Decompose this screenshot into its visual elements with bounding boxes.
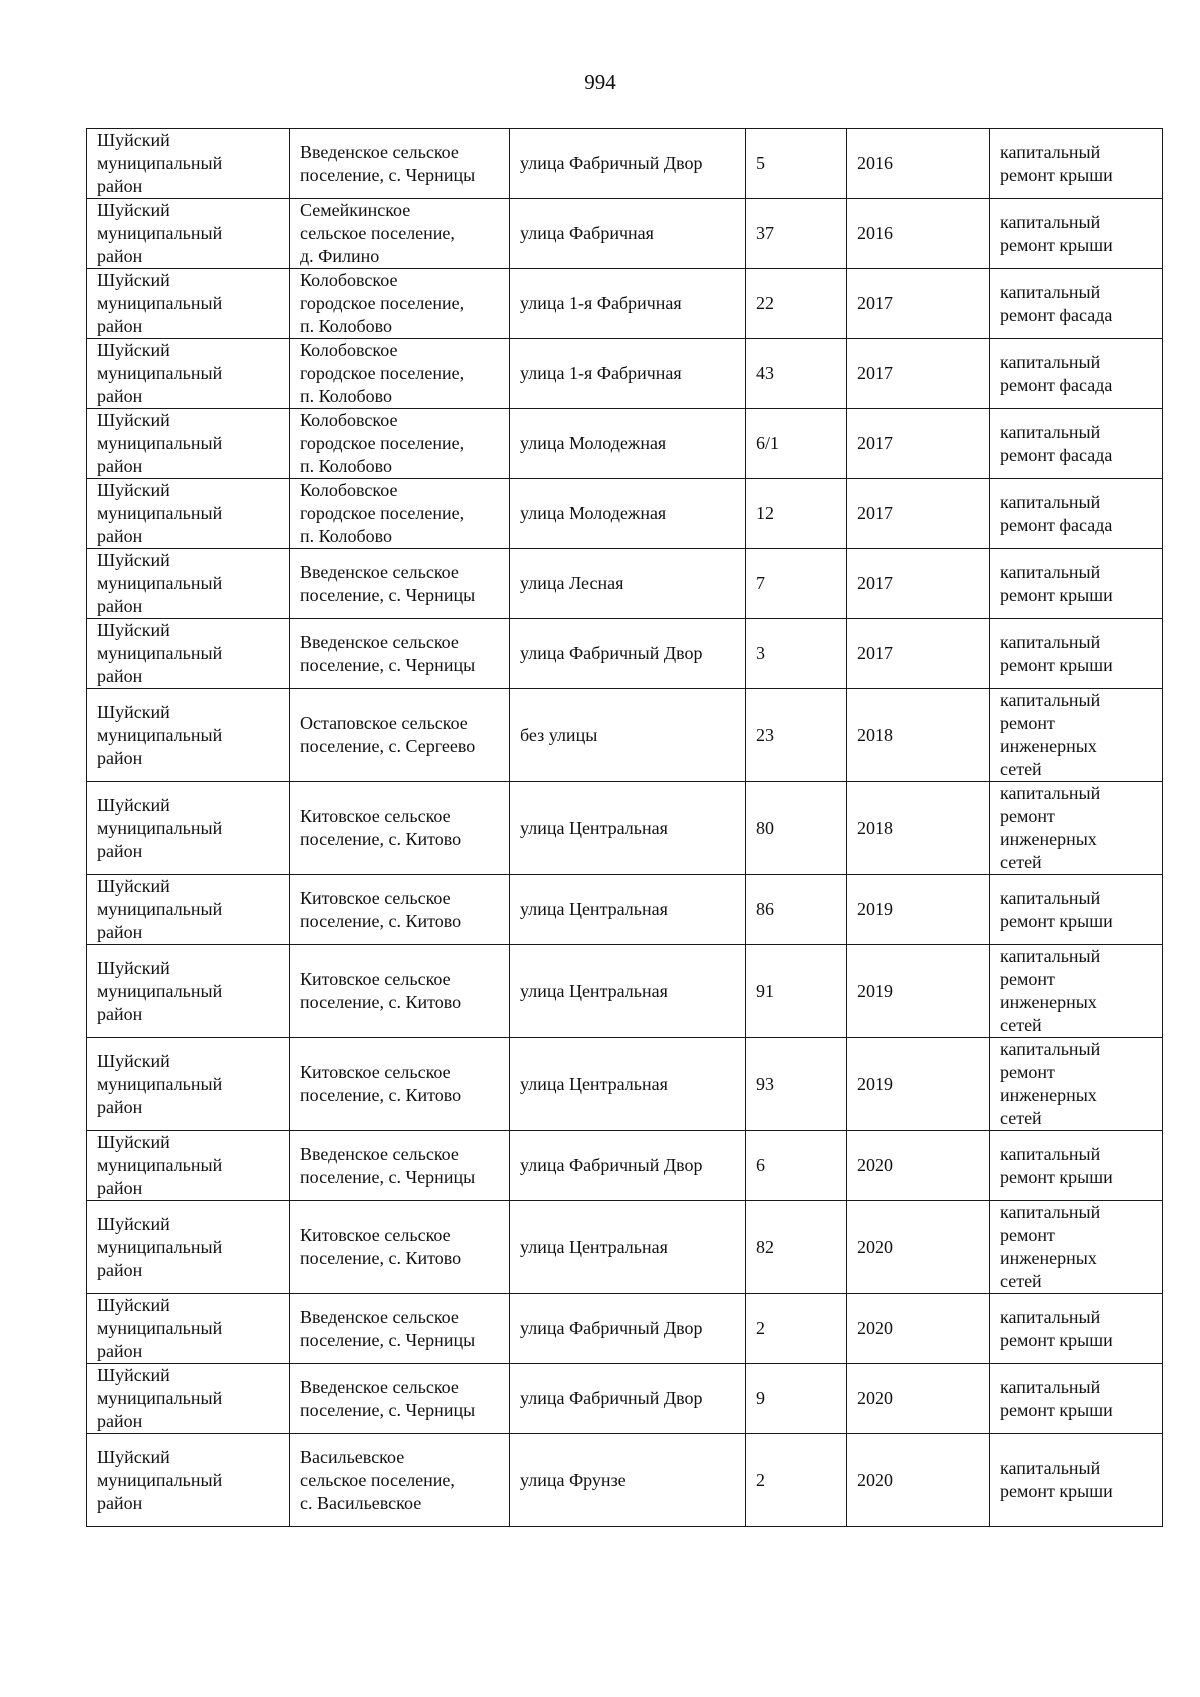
cell-repair-type: капитальный ремонт фасада xyxy=(990,339,1163,409)
cell-year: 2017 xyxy=(847,269,990,339)
cell-street: улица Центральная xyxy=(510,945,746,1038)
page-number: 994 xyxy=(584,70,616,94)
cell-house: 7 xyxy=(746,549,847,619)
table-row xyxy=(87,129,1163,199)
cell-settlement: Остаповское сельское поселение, с. Сергеево xyxy=(290,689,510,782)
cell-settlement: Введенское сельское поселение, с. Черницы xyxy=(290,1131,510,1201)
cell-year: 2017 xyxy=(847,479,990,549)
cell-settlement: Колобовское городское поселение, п. Колобово xyxy=(290,409,510,479)
cell-repair-type: капитальный ремонт крыши xyxy=(990,199,1163,269)
table-row xyxy=(87,875,1163,945)
table-row xyxy=(87,479,1163,549)
cell-settlement: Китовское сельское поселение, с. Китово xyxy=(290,875,510,945)
table-row xyxy=(87,269,1163,339)
cell-street: улица Лесная xyxy=(510,549,746,619)
cell-street: улица 1-я Фабричная xyxy=(510,269,746,339)
cell-year: 2019 xyxy=(847,945,990,1038)
cell-street: улица 1-я Фабричная xyxy=(510,339,746,409)
cell-settlement: Введенское сельское поселение, с. Черницы xyxy=(290,549,510,619)
cell-house: 22 xyxy=(746,269,847,339)
cell-house: 93 xyxy=(746,1038,847,1131)
cell-year: 2018 xyxy=(847,782,990,875)
cell-repair-type: капитальный ремонт инженерных сетей xyxy=(990,945,1163,1038)
cell-district: Шуйский муниципальный район xyxy=(87,1434,290,1527)
cell-district: Шуйский муниципальный район xyxy=(87,1131,290,1201)
table-row xyxy=(87,945,1163,1038)
cell-repair-type: капитальный ремонт крыши xyxy=(990,1294,1163,1364)
cell-street: улица Молодежная xyxy=(510,409,746,479)
cell-district: Шуйский муниципальный район xyxy=(87,269,290,339)
cell-street: улица Фабричный Двор xyxy=(510,1294,746,1364)
cell-repair-type: капитальный ремонт инженерных сетей xyxy=(990,689,1163,782)
cell-repair-type: капитальный ремонт инженерных сетей xyxy=(990,1038,1163,1131)
cell-district: Шуйский муниципальный район xyxy=(87,875,290,945)
table-body xyxy=(87,129,1163,1527)
cell-street: улица Центральная xyxy=(510,875,746,945)
cell-settlement: Семейкинское сельское поселение, д. Филино xyxy=(290,199,510,269)
cell-year: 2019 xyxy=(847,875,990,945)
cell-year: 2018 xyxy=(847,689,990,782)
table-row xyxy=(87,339,1163,409)
cell-year: 2020 xyxy=(847,1201,990,1294)
cell-street: улица Центральная xyxy=(510,782,746,875)
table-row xyxy=(87,1294,1163,1364)
table-row xyxy=(87,1434,1163,1527)
cell-house: 3 xyxy=(746,619,847,689)
cell-settlement: Китовское сельское поселение, с. Китово xyxy=(290,945,510,1038)
cell-district: Шуйский муниципальный район xyxy=(87,1294,290,1364)
cell-street: улица Фабричный Двор xyxy=(510,1131,746,1201)
cell-district: Шуйский муниципальный район xyxy=(87,1038,290,1131)
cell-settlement: Колобовское городское поселение, п. Колобово xyxy=(290,269,510,339)
cell-street: улица Фабричный Двор xyxy=(510,1364,746,1434)
cell-street: улица Фабричный Двор xyxy=(510,619,746,689)
cell-settlement: Введенское сельское поселение, с. Черницы xyxy=(290,619,510,689)
table-row xyxy=(87,782,1163,875)
cell-year: 2017 xyxy=(847,549,990,619)
table-row xyxy=(87,619,1163,689)
cell-year: 2017 xyxy=(847,339,990,409)
cell-repair-type: капитальный ремонт инженерных сетей xyxy=(990,782,1163,875)
cell-district: Шуйский муниципальный район xyxy=(87,689,290,782)
table-row xyxy=(87,1038,1163,1131)
cell-district: Шуйский муниципальный район xyxy=(87,549,290,619)
cell-district: Шуйский муниципальный район xyxy=(87,782,290,875)
cell-street: улица Центральная xyxy=(510,1038,746,1131)
cell-district: Шуйский муниципальный район xyxy=(87,339,290,409)
cell-district: Шуйский муниципальный район xyxy=(87,619,290,689)
cell-repair-type: капитальный ремонт крыши xyxy=(990,1364,1163,1434)
cell-house: 9 xyxy=(746,1364,847,1434)
cell-settlement: Введенское сельское поселение, с. Черницы xyxy=(290,1364,510,1434)
cell-house: 2 xyxy=(746,1294,847,1364)
cell-settlement: Введенское сельское поселение, с. Черницы xyxy=(290,129,510,199)
cell-repair-type: капитальный ремонт фасада xyxy=(990,269,1163,339)
cell-street: без улицы xyxy=(510,689,746,782)
cell-house: 6 xyxy=(746,1131,847,1201)
cell-street: улица Фабричная xyxy=(510,199,746,269)
table-row xyxy=(87,1201,1163,1294)
cell-repair-type: капитальный ремонт крыши xyxy=(990,619,1163,689)
cell-settlement: Китовское сельское поселение, с. Китово xyxy=(290,1201,510,1294)
cell-repair-type: капитальный ремонт фасада xyxy=(990,479,1163,549)
cell-repair-type: капитальный ремонт инженерных сетей xyxy=(990,1201,1163,1294)
cell-repair-type: капитальный ремонт фасада xyxy=(990,409,1163,479)
cell-year: 2020 xyxy=(847,1131,990,1201)
table-row xyxy=(87,1364,1163,1434)
cell-street: улица Фрунзе xyxy=(510,1434,746,1527)
table-row xyxy=(87,549,1163,619)
cell-district: Шуйский муниципальный район xyxy=(87,1201,290,1294)
cell-settlement: Введенское сельское поселение, с. Черницы xyxy=(290,1294,510,1364)
cell-district: Шуйский муниципальный район xyxy=(87,479,290,549)
cell-repair-type: капитальный ремонт крыши xyxy=(990,1434,1163,1527)
cell-house: 5 xyxy=(746,129,847,199)
cell-district: Шуйский муниципальный район xyxy=(87,1364,290,1434)
cell-house: 37 xyxy=(746,199,847,269)
cell-house: 91 xyxy=(746,945,847,1038)
cell-house: 23 xyxy=(746,689,847,782)
cell-year: 2019 xyxy=(847,1038,990,1131)
cell-house: 86 xyxy=(746,875,847,945)
cell-year: 2020 xyxy=(847,1434,990,1527)
cell-repair-type: капитальный ремонт крыши xyxy=(990,129,1163,199)
cell-street: улица Центральная xyxy=(510,1201,746,1294)
cell-district: Шуйский муниципальный район xyxy=(87,945,290,1038)
cell-year: 2017 xyxy=(847,619,990,689)
cell-settlement: Васильевское сельское поселение, с. Васильевское xyxy=(290,1434,510,1527)
cell-house: 2 xyxy=(746,1434,847,1527)
cell-settlement: Колобовское городское поселение, п. Колобово xyxy=(290,479,510,549)
cell-year: 2016 xyxy=(847,129,990,199)
cell-settlement: Китовское сельское поселение, с. Китово xyxy=(290,782,510,875)
cell-house: 43 xyxy=(746,339,847,409)
cell-street: улица Фабричный Двор xyxy=(510,129,746,199)
cell-repair-type: капитальный ремонт крыши xyxy=(990,549,1163,619)
table-row xyxy=(87,689,1163,782)
repair-registry-table xyxy=(86,128,1163,1527)
cell-repair-type: капитальный ремонт крыши xyxy=(990,1131,1163,1201)
cell-settlement: Китовское сельское поселение, с. Китово xyxy=(290,1038,510,1131)
cell-street: улица Молодежная xyxy=(510,479,746,549)
cell-district: Шуйский муниципальный район xyxy=(87,199,290,269)
cell-year: 2016 xyxy=(847,199,990,269)
cell-house: 80 xyxy=(746,782,847,875)
cell-year: 2017 xyxy=(847,409,990,479)
table-row xyxy=(87,199,1163,269)
table-row xyxy=(87,1131,1163,1201)
table-row xyxy=(87,409,1163,479)
cell-district: Шуйский муниципальный район xyxy=(87,409,290,479)
cell-repair-type: капитальный ремонт крыши xyxy=(990,875,1163,945)
cell-year: 2020 xyxy=(847,1364,990,1434)
cell-district: Шуйский муниципальный район xyxy=(87,129,290,199)
cell-year: 2020 xyxy=(847,1294,990,1364)
cell-settlement: Колобовское городское поселение, п. Колобово xyxy=(290,339,510,409)
cell-house: 6/1 xyxy=(746,409,847,479)
cell-house: 12 xyxy=(746,479,847,549)
cell-house: 82 xyxy=(746,1201,847,1294)
